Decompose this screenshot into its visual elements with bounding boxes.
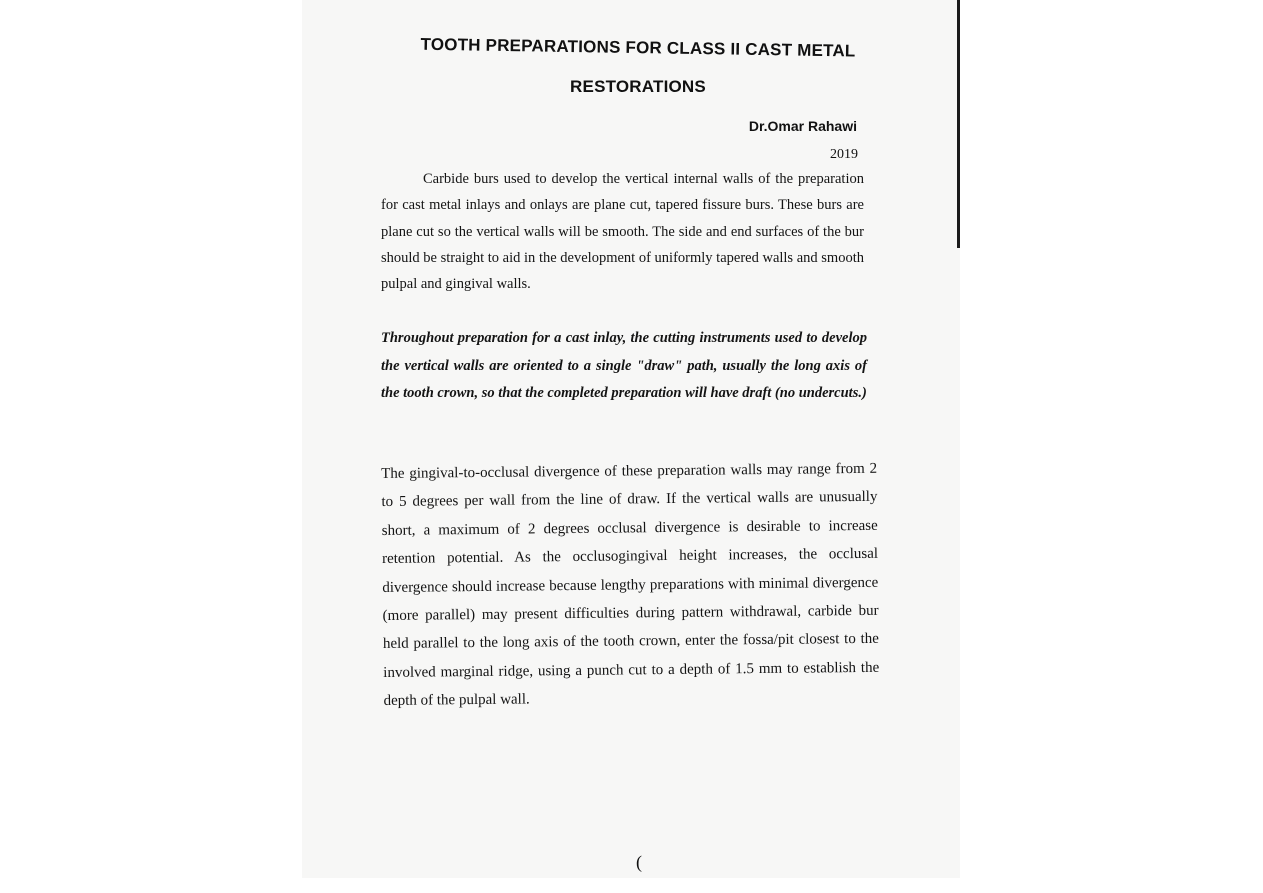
paragraph-divergence: The gingival-to-occlusal divergence of these preparation walls may range from 2 to 5 degrees per wall from the line of draw. If the vertical walls are unusually short, a maximum of 2 degrees occlusal divergence is desirable to increase retention potential. As the occlusogingival height increases, the occlusal divergence should increase because lengthy preparations with minimal divergence (more parallel) may present difficulties during pattern withdrawal, carbide bur held parallel to the long axis of the tooth crown, enter the fossa/pit closest to the involved marginal ridge, using a punch cut to a depth of 1.5 mm to establish the depth of the pulpal wall. xyxy=(381,460,880,710)
paragraph-draw-path-emphasis: Throughout preparation for a cast inlay, the cutting instruments used to develop the vertical walls are oriented to a single "draw" path, usually the long axis of the tooth crown, so that the completed preparation will have draft (no undercuts.) xyxy=(381,330,867,401)
scanned-page xyxy=(302,0,960,878)
paragraph-carbide-burs: Carbide burs used to develop the vertical internal walls of the preparation for cast metal inlays and onlays are plane cut, tapered fissure burs. These burs are plane cut so the vertical walls will be smooth. The side and end surfaces of the bur should be straight to aid in the development of uniformly tapered walls and smooth pulpal and gingival walls. xyxy=(381,171,864,293)
document-title-line-1: TOOTH PREPARATIONS FOR CLASS II CAST METAL xyxy=(420,34,856,61)
page-number: ( xyxy=(636,852,642,872)
author-name: Dr.Omar Rahawi xyxy=(748,118,857,134)
scan-edge-shadow xyxy=(957,0,960,248)
document-title-line-2: RESTORATIONS xyxy=(570,77,706,96)
publication-year: 2019 xyxy=(830,147,858,162)
